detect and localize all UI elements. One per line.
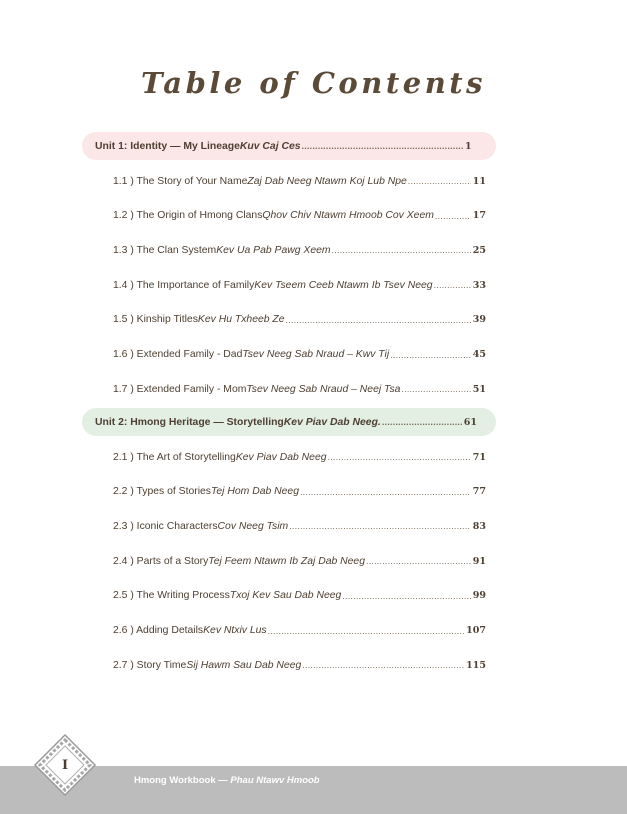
toc-item-1-4[interactable] [113, 277, 486, 293]
toc-item-2-5[interactable] [113, 588, 486, 604]
item-page-number: 71 [472, 451, 486, 463]
toc-item-1-7[interactable] [113, 381, 486, 397]
leader-dots [289, 518, 471, 534]
item-page-number: 91 [472, 555, 486, 567]
item-page-number: 107 [466, 625, 486, 636]
toc-item-1-3[interactable] [113, 242, 486, 258]
item-page-number: 99 [472, 590, 486, 602]
leader-dots [300, 484, 471, 500]
item-label: 2.7 ) Story Time [113, 659, 187, 671]
item-label: 2.2 ) Types of Stories [113, 486, 211, 498]
toc-item-2-6[interactable] [113, 623, 486, 639]
toc-item-2-7[interactable] [113, 657, 486, 673]
toc-item-2-2[interactable] [113, 484, 486, 500]
item-page-number: 33 [472, 279, 486, 291]
item-label-hmong: Txoj Kev Sau Dab Neeg [229, 590, 342, 602]
item-label: 2.1 ) The Art of Storytelling [113, 451, 236, 463]
item-label: 2.3 ) Iconic Characters [113, 520, 218, 532]
leader-dots [302, 657, 464, 673]
page-title: Table of Contents [140, 66, 486, 100]
toc-item-2-4[interactable] [113, 553, 486, 569]
leader-dots [342, 588, 470, 604]
item-label-hmong: Kev Ntxiv Lus [203, 625, 267, 636]
item-label-hmong: Cov Neeg Tsim [217, 520, 289, 532]
unit-page-number: 61 [463, 416, 477, 428]
toc-item-1-6[interactable] [113, 347, 486, 363]
item-label-hmong: Zaj Dab Neeg Ntawm Koj Lub Npe [247, 175, 407, 187]
item-label-hmong: Kev Hu Txheeb Ze [197, 314, 285, 326]
toc-item-2-1[interactable] [113, 449, 486, 465]
toc-unit-1[interactable] [95, 138, 477, 154]
toc-item-1-5[interactable] [113, 312, 486, 328]
leader-dots [435, 208, 471, 224]
footer-book-title [134, 775, 320, 786]
item-label-hmong: Tsev Neeg Sab Nraud – Neej Tsa [246, 383, 401, 395]
item-label-hmong: Kev Ua Pab Pawg Xeem [216, 244, 331, 256]
leader-dots [382, 414, 462, 430]
item-page-number: 45 [472, 349, 486, 360]
item-label-hmong: Sij Hawm Sau Dab Neeg [186, 659, 302, 671]
item-label: 2.5 ) The Writing Process [113, 590, 230, 602]
item-label-hmong: Kev Tseem Ceeb Ntawm Ib Tsev Neeg [254, 279, 433, 291]
leader-dots [286, 312, 471, 328]
item-label: 1.7 ) Extended Family - Mom [113, 383, 247, 395]
leader-dots [434, 277, 471, 293]
item-page-number: 77 [472, 486, 486, 498]
item-label: 1.1 ) The Story of Your Name [113, 175, 248, 187]
item-page-number: 115 [466, 659, 486, 671]
item-label: 2.4 ) Parts of a Story [113, 555, 209, 567]
unit-label: Unit 1: Identity — My Lineage [95, 140, 240, 152]
item-page-number: 25 [472, 244, 486, 256]
leader-dots [408, 173, 471, 189]
item-label: 1.5 ) Kinship Titles [113, 314, 198, 326]
footer-title-english: Hmong Workbook — [134, 775, 231, 786]
leader-dots [328, 449, 471, 465]
leader-dots [302, 138, 463, 154]
unit-label: Unit 2: Hmong Heritage — Storytelling [95, 416, 284, 428]
toc-item-1-1[interactable] [113, 173, 486, 189]
toc-item-1-2[interactable] [113, 208, 486, 224]
leader-dots [332, 242, 471, 258]
item-page-number: 11 [472, 175, 486, 187]
leader-dots [390, 347, 471, 363]
item-page-number: 51 [472, 383, 486, 395]
item-label-hmong: Kev Piav Dab Neeg [235, 451, 327, 463]
item-label-hmong: Tej Feem Ntawm Ib Zaj Dab Neeg [208, 555, 365, 567]
item-label: 1.2 ) The Origin of Hmong Clans [113, 210, 263, 222]
item-label: 2.6 ) Adding Details [113, 625, 204, 636]
leader-dots [366, 553, 471, 569]
footer-title-hmong: Phau Ntawv Hmoob [230, 775, 320, 786]
unit-label-hmong: Kev Piav Dab Neeg. [283, 416, 381, 428]
item-page-number: 39 [472, 314, 486, 326]
item-label-hmong: Qhov Chiv Ntawm Hmoob Cov Xeem [262, 210, 434, 222]
leader-dots [268, 623, 465, 639]
toc-unit-2[interactable] [95, 414, 477, 430]
item-label-hmong: Tsev Neeg Sab Nraud – Kwv Tij [242, 349, 390, 360]
item-label: 1.6 ) Extended Family - Dad [113, 349, 243, 360]
leader-dots [401, 381, 470, 397]
unit-label-hmong: Kuv Caj Ces [239, 140, 301, 152]
item-label-hmong: Tej Hom Dab Neeg [211, 486, 299, 498]
item-page-number: 17 [472, 210, 486, 222]
item-label: 1.3 ) The Clan System [113, 244, 217, 256]
item-page-number: 83 [472, 520, 486, 532]
item-label: 1.4 ) The Importance of Family [113, 279, 255, 291]
unit-page-number: 1 [465, 140, 472, 152]
page-number: I [61, 758, 69, 773]
toc-item-2-3[interactable] [113, 518, 486, 534]
